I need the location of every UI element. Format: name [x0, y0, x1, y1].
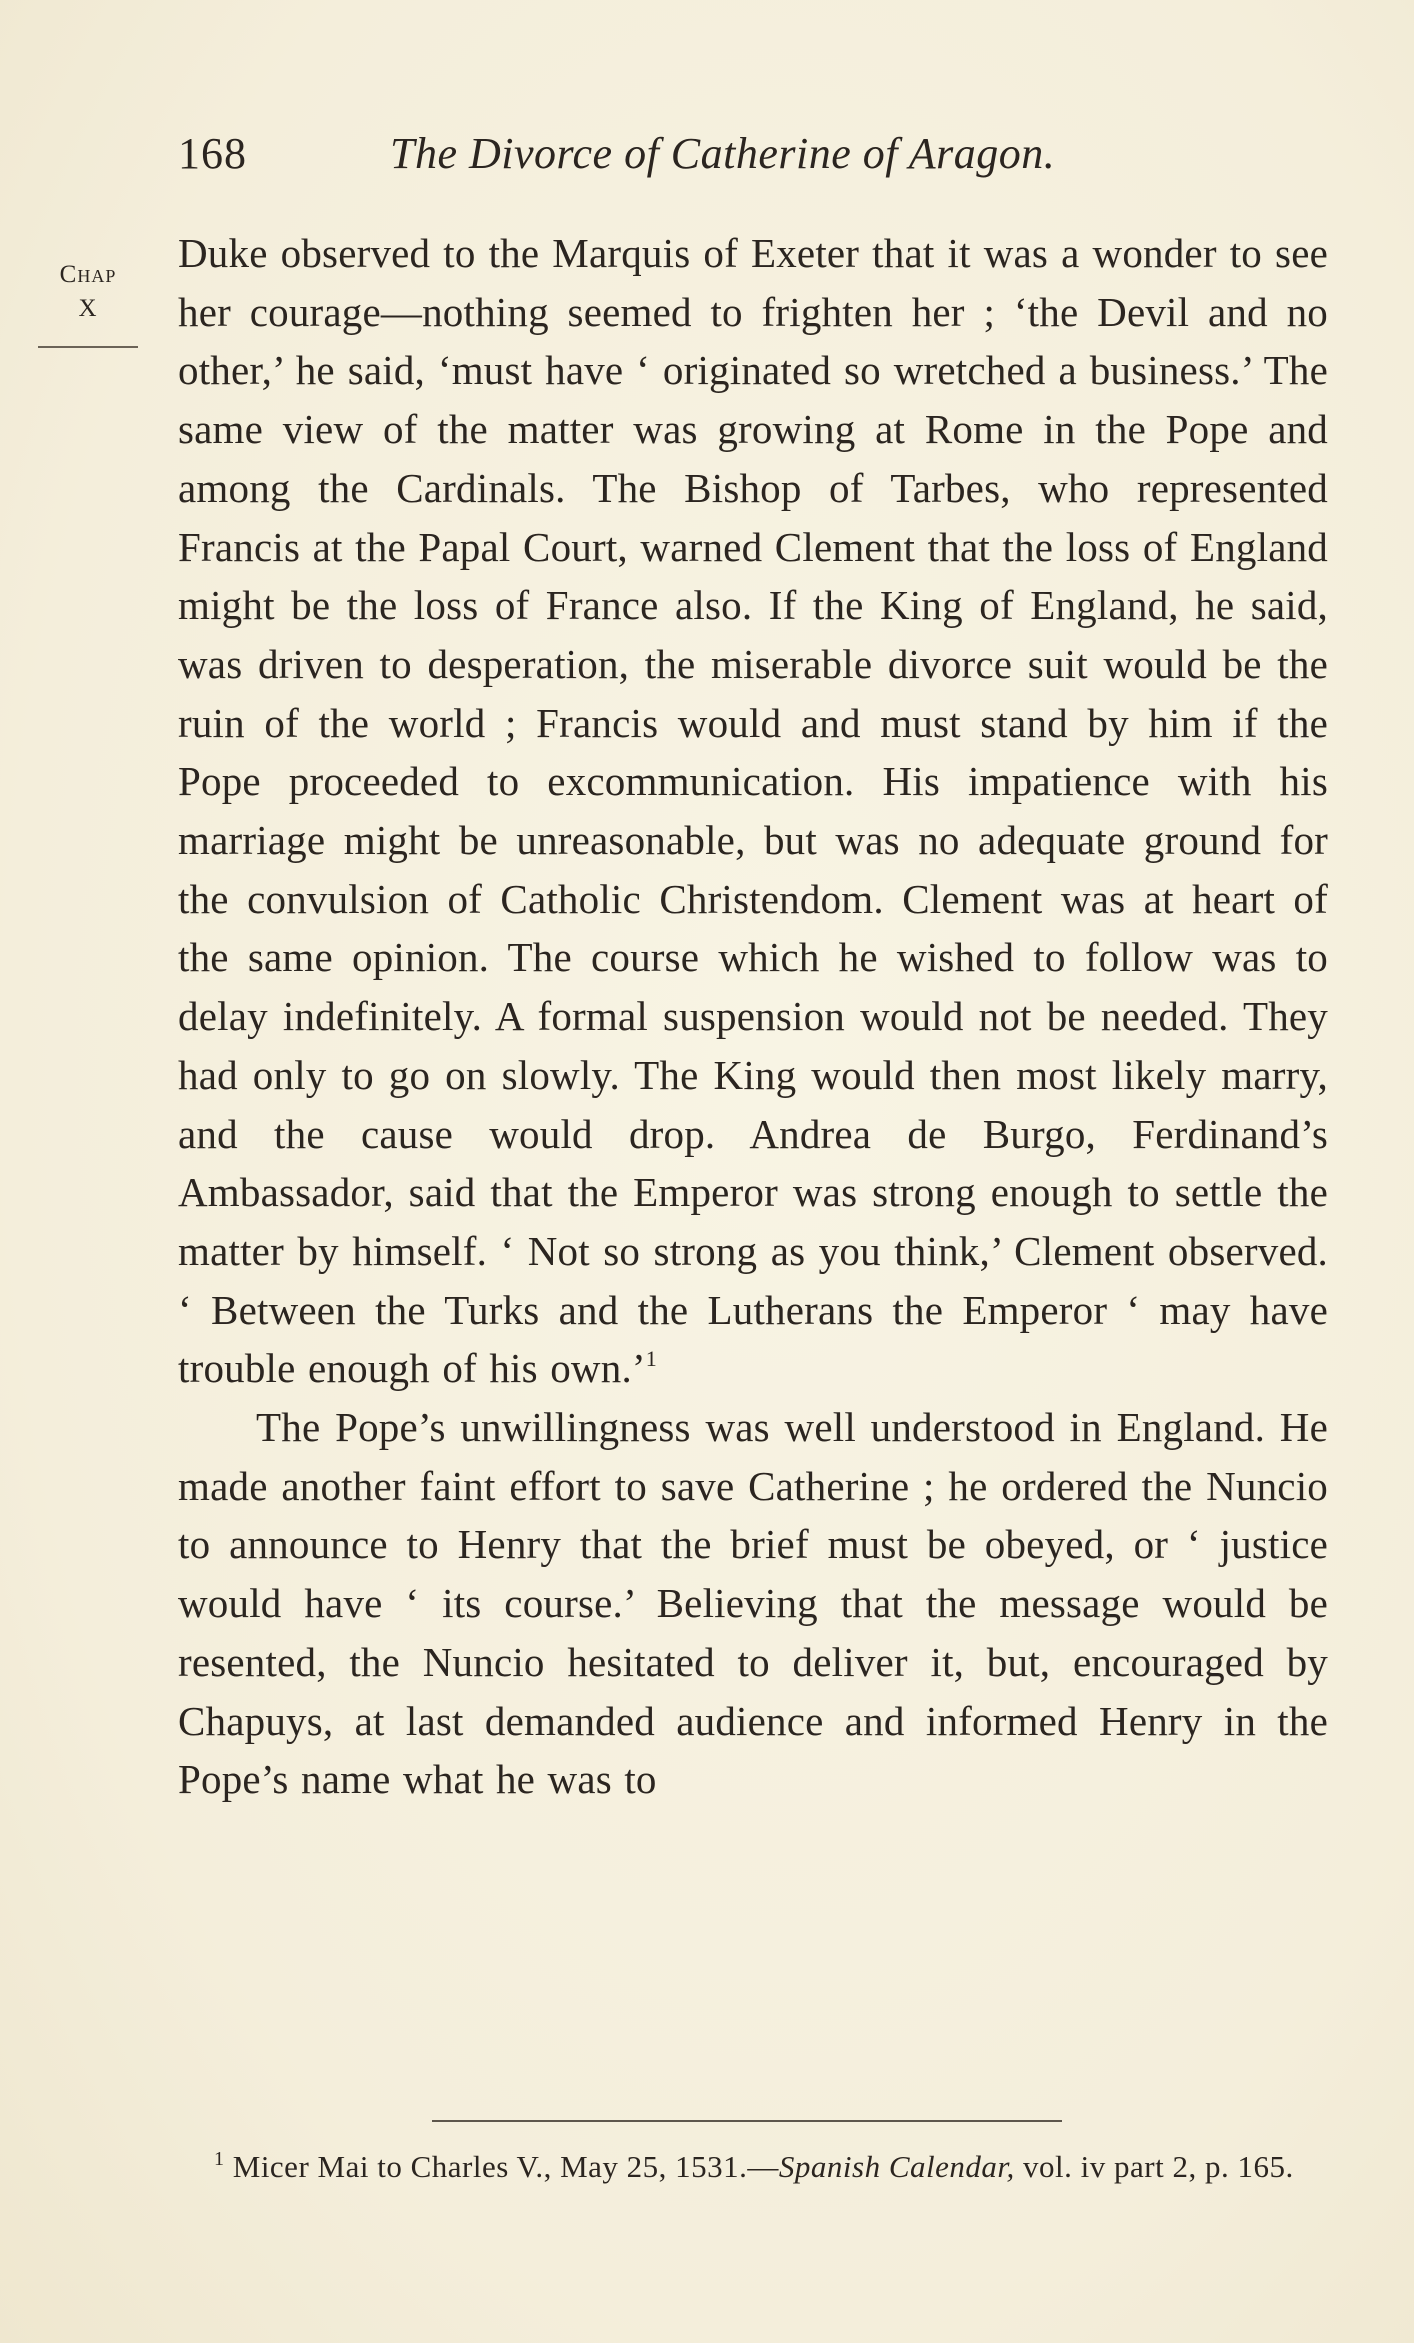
page-header: [178, 128, 1328, 188]
footnote-reference: 1: [645, 1346, 657, 1372]
body-text: [178, 224, 1328, 1809]
footnote-rule: [432, 2120, 1062, 2122]
chapter-number: X: [78, 295, 98, 322]
page-number: 168: [178, 129, 247, 178]
footnote-marker: 1: [214, 2148, 225, 2170]
paragraph-2: The Pope’s unwillingness was well understood in England. He made another faint effort to save Catherine ; he ordered the Nuncio to announce to Henry that the brief must be obeyed, or ‘ justice would have ‘ its course.’ Believing that the message would be resented, the Nuncio hesitated to deliver it, but, encouraged by Chapuys, at last demanded audience and informed Henry in the Pope’s name what he was to: [178, 1404, 1328, 1803]
side-note-rule: [38, 346, 138, 348]
chapter-side-note: [38, 258, 138, 326]
chapter-label: Chap: [59, 261, 117, 288]
footnote-body: Micer Mai to Charles V., May 25, 1531.—: [232, 2149, 779, 2184]
paragraph-1-text: Duke observed to the Marquis of Exeter that it was a wonder to see her courage—nothing seemed to frighten her ; ‘the Devil and no other,’ he said, ‘must have ‘ originated so wretched a business.’ The same view of the matter was growing at Rome in the Pope and among the Cardinals. The Bishop of Tarbes, who represented Francis at the Papal Court, warned Clement that the loss of England might be the loss of France also. If the King of England, he said, was driven to desperation, the miserable divorce suit would be the ruin of the world ; Francis would and must stand by him if the Pope proceeded to excommunication. His impatience with his marriage might be unreasonable, but was no adequate ground for the convulsion of Catholic Christendom. Clement was at heart of the same opinion. The course which he wished to follow was to delay indefinitely. A formal suspension would not be needed. They had only to go on slowly. The King would then most likely marry, and the cause would drop. Andrea de Burgo, Ferdinand’s Ambassador, said that the Emperor was strong enough to settle the matter by himself. ‘ Not so strong as you think,’ Clement observed. ‘ Between the Turks and the Lutherans the Emperor ‘ may have trouble enough of his own.’: [178, 230, 1328, 1392]
running-title: The Divorce of Catherine of Aragon.: [390, 129, 1056, 178]
footnote-text: [178, 2143, 1328, 2190]
footnote-source: Spanish Calendar,: [778, 2149, 1015, 2184]
footnote: [178, 2143, 1328, 2190]
paragraph-1: [178, 224, 1328, 1398]
footnote-tail: vol. iv part 2, p. 165.: [1014, 2149, 1294, 2184]
